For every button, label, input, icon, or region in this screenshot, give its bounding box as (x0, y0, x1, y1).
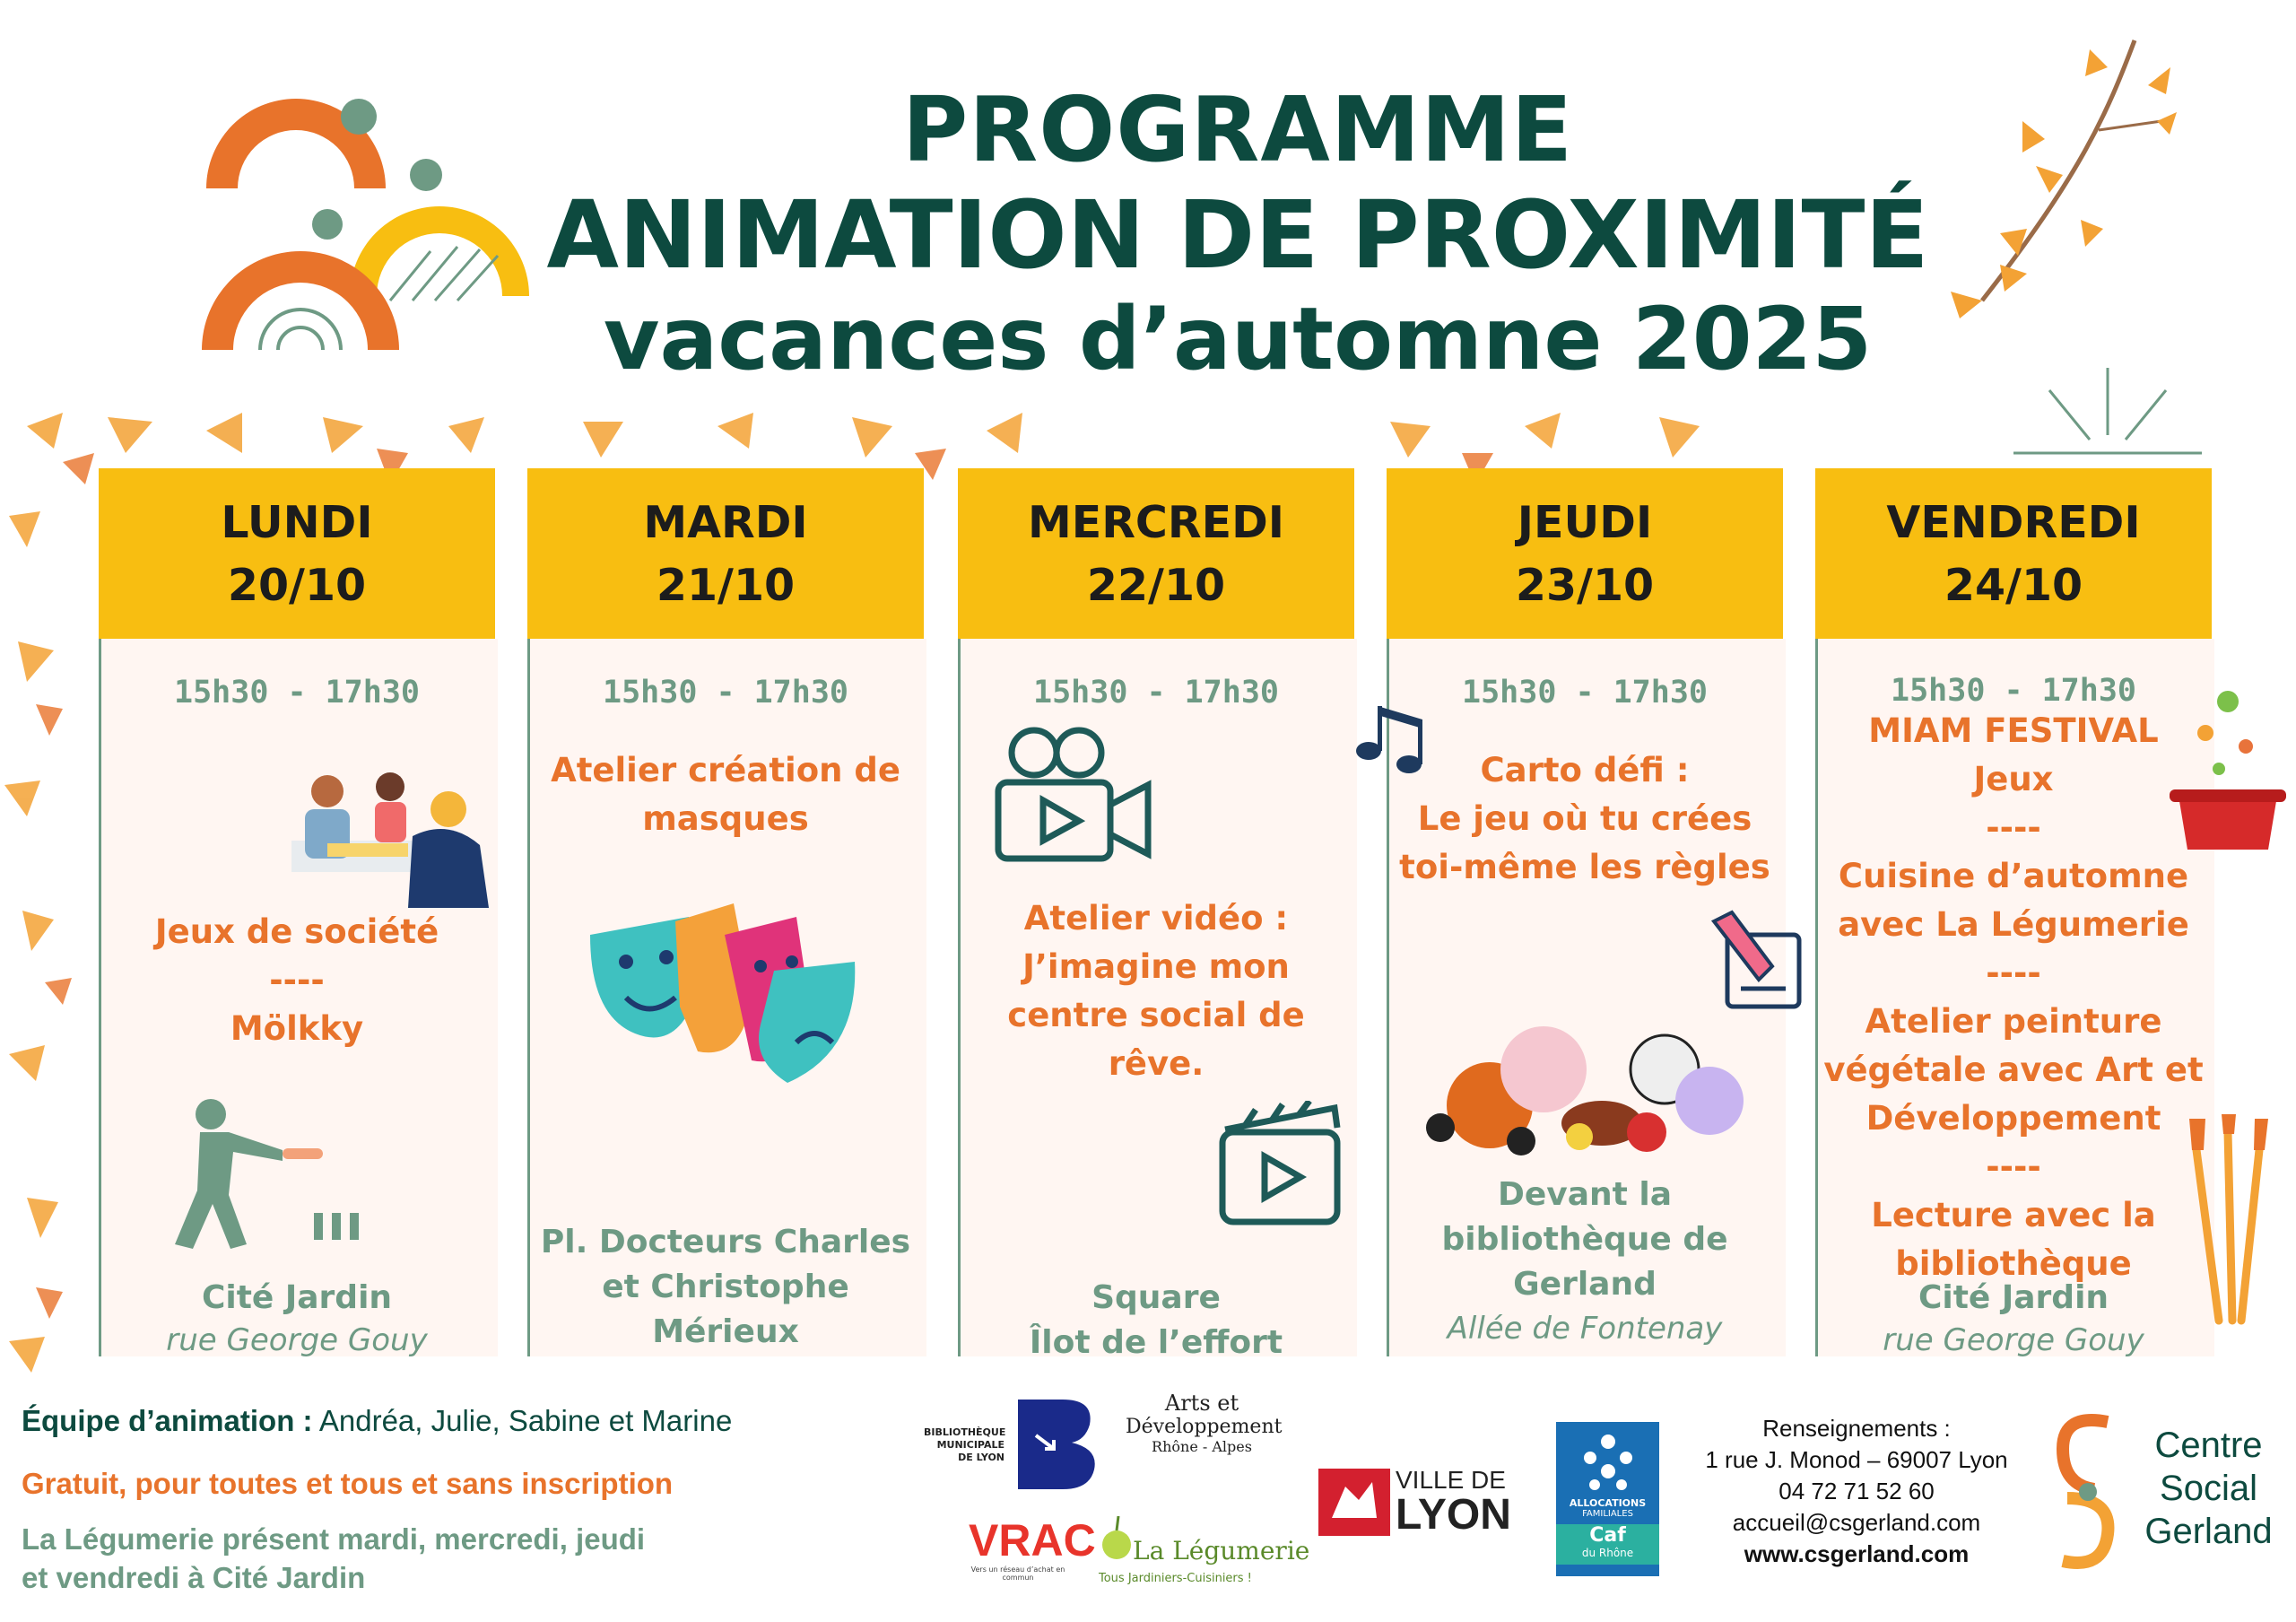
paintbrushes-icon (2179, 1114, 2277, 1330)
title-vacances: vacances d’automne 2025 (603, 289, 1873, 389)
place-line: Pl. Docteurs Charles (540, 1224, 911, 1260)
legumerie-text-2: et vendredi à Cité Jardin (22, 1561, 366, 1594)
contact-phone: 04 72 71 52 60 (1779, 1478, 1935, 1504)
free-entry-text: Gratuit, pour toutes et tous et sans inscription (22, 1467, 674, 1500)
leaf-icon (1099, 1516, 1135, 1561)
activity-line: Lecture avec la (1871, 1196, 2156, 1234)
day-column-lundi (99, 468, 495, 1356)
time-slot: 15h30 - 17h30 (1891, 673, 2136, 709)
day-header (99, 468, 495, 639)
activity-line: végétale avec Art et (1823, 1051, 2204, 1089)
activity-line: avec La Légumerie (1838, 905, 2189, 944)
theatre-masks-illustration (590, 899, 859, 1105)
logo-text: FAMILIALES (1582, 1509, 1633, 1519)
activity-line: ---- (1986, 1147, 2041, 1186)
logo-text: Vers un réseau d’achat en commun (970, 1565, 1065, 1582)
activity-line: rêve. (1108, 1044, 1205, 1083)
activity-line: Jeux de société (154, 912, 439, 951)
logo-text: Social (2160, 1469, 2257, 1508)
title-animation: ANIMATION DE PROXIMITÉ (546, 180, 1929, 290)
csg-arches-logo (197, 90, 538, 359)
place-line: Îlot de l’effort (1029, 1324, 1283, 1361)
time-slot: 15h30 - 17h30 (174, 675, 420, 711)
logo-text: Gerland (2144, 1512, 2273, 1551)
contact-website[interactable]: www.csgerland.com (1744, 1540, 1970, 1567)
video-camera-icon (994, 724, 1155, 868)
bibliotheque-b-icon (1013, 1400, 1099, 1489)
activity-line: ---- (269, 961, 325, 999)
activity-line: Mölkky (230, 1009, 364, 1048)
team-label: Équipe d’animation : (22, 1404, 313, 1437)
logo-text: Rhône - Alpes (1152, 1438, 1252, 1455)
ville-de-lyon-logo (1318, 1466, 1511, 1539)
time-slot: 15h30 - 17h30 (603, 675, 848, 711)
logo-text: BIBLIOTHÈQUE (924, 1426, 1006, 1438)
place-line: Mérieux (652, 1313, 799, 1350)
legumerie-text-1: La Légumerie présent mardi, mercredi, jeudi (22, 1522, 646, 1556)
time-slot: 15h30 - 17h30 (1033, 675, 1279, 711)
time-slot: 15h30 - 17h30 (1462, 675, 1708, 711)
day-header (958, 468, 1354, 639)
cooking-pot-icon (2170, 684, 2286, 854)
team-line (22, 1404, 732, 1438)
centre-social-gerland-logo (2054, 1413, 2292, 1574)
team-names: Andréa, Julie, Sabine et Marine (312, 1404, 733, 1437)
day-name: MERCREDI (1027, 497, 1285, 548)
day-name: JEUDI (1517, 497, 1653, 548)
place-line: Cité Jardin (201, 1279, 393, 1316)
activity-line: toi-même les règles (1399, 848, 1770, 886)
arts-developpement-logo (1126, 1391, 1283, 1455)
place-line: bibliothèque de (1441, 1221, 1728, 1258)
activity-line: ---- (1986, 954, 2041, 992)
logo-text: DE LYON (958, 1452, 1004, 1463)
street-line: rue George Gouy (1883, 1322, 2144, 1358)
activity-line: Jeux (1973, 760, 2054, 798)
contact-block (1686, 1413, 2027, 1570)
logo-text: Tous Jardiniers-Cuisiniers ! (1099, 1572, 1252, 1585)
place-line: Gerland (1513, 1266, 1657, 1303)
molkky-player-illustration (157, 1096, 390, 1258)
logo-text: Centre (2154, 1426, 2263, 1465)
sports-balls-illustration (1422, 1016, 1763, 1159)
logo-text: MUNICIPALE (936, 1439, 1004, 1451)
place-line: et Christophe (602, 1269, 849, 1305)
activity-line: bibliothèque (1895, 1244, 2132, 1283)
day-column-mercredi (958, 468, 1354, 1361)
day-name: VENDREDI (1886, 497, 2141, 548)
day-date: 21/10 (656, 560, 796, 611)
logo-text: LYON (1396, 1491, 1511, 1539)
day-column-jeudi (1387, 468, 1783, 1356)
day-name: MARDI (643, 497, 808, 548)
activity-line: Atelier peinture (1865, 1002, 2162, 1041)
caf-logo (1556, 1422, 1659, 1576)
activity-line: Cuisine d’automne (1838, 857, 2189, 895)
day-header (1387, 468, 1783, 639)
logo-text: VILLE DE (1396, 1466, 1506, 1494)
street-line: rue George Gouy (166, 1322, 428, 1358)
activity-line: Atelier vidéo : (1023, 899, 1289, 937)
activity-line: masques (642, 799, 809, 838)
music-notes-icon (1351, 697, 1440, 778)
logo-text: Arts et (1164, 1391, 1239, 1416)
logo-text: La Légumerie (1133, 1536, 1310, 1565)
contact-email[interactable]: accueil@csgerland.com (1732, 1509, 1981, 1536)
logo-text: Caf (1556, 1524, 1659, 1547)
title-programme: PROGRAMME (901, 77, 1574, 182)
activity-line: Développement (1866, 1099, 2161, 1138)
board-game-illustration (256, 755, 498, 917)
day-header (1815, 468, 2212, 639)
place-line: Cité Jardin (1918, 1279, 2109, 1316)
activity-line: Carto défi : (1480, 751, 1690, 789)
contact-title: Renseignements : (1762, 1415, 1951, 1442)
activity-line: ---- (1986, 808, 2041, 847)
street-line: Allée de Fontenay (1447, 1311, 1723, 1347)
contact-address: 1 rue J. Monod – 69007 Lyon (1705, 1446, 2008, 1473)
logo-text: ALLOCATIONS (1569, 1497, 1647, 1509)
map-pencil-icon (1709, 908, 1808, 1011)
activity-line: Le jeu où tu crées (1417, 799, 1752, 838)
day-date: 24/10 (1944, 560, 2083, 611)
activity-line: MIAM FESTIVAL (1868, 711, 2159, 750)
place-line: Devant la (1497, 1176, 1673, 1213)
day-name: LUNDI (221, 497, 373, 548)
activity-line: Atelier création de (551, 751, 900, 789)
day-column-vendredi (1815, 468, 2212, 1356)
vrac-logo (969, 1515, 1096, 1582)
day-header (527, 468, 924, 639)
day-date: 23/10 (1515, 560, 1655, 611)
logo-text: du Rhône (1556, 1547, 1659, 1565)
day-date: 20/10 (227, 560, 367, 611)
activity-line: centre social de (1007, 996, 1305, 1034)
activity-line: J’imagine mon (1022, 947, 1290, 986)
day-date: 22/10 (1086, 560, 1226, 611)
csg-s-icon (2054, 1413, 2121, 1570)
place-line: Square (1091, 1279, 1221, 1316)
logo-text: Développement (1126, 1416, 1283, 1438)
video-player-icon (1218, 1101, 1344, 1226)
bibliotheque-logo (924, 1400, 1103, 1489)
lion-icon (1318, 1469, 1390, 1536)
logo-text: VRAC (969, 1515, 1096, 1565)
day-column-mardi (527, 468, 924, 1356)
caf-figures-icon (1577, 1431, 1639, 1494)
